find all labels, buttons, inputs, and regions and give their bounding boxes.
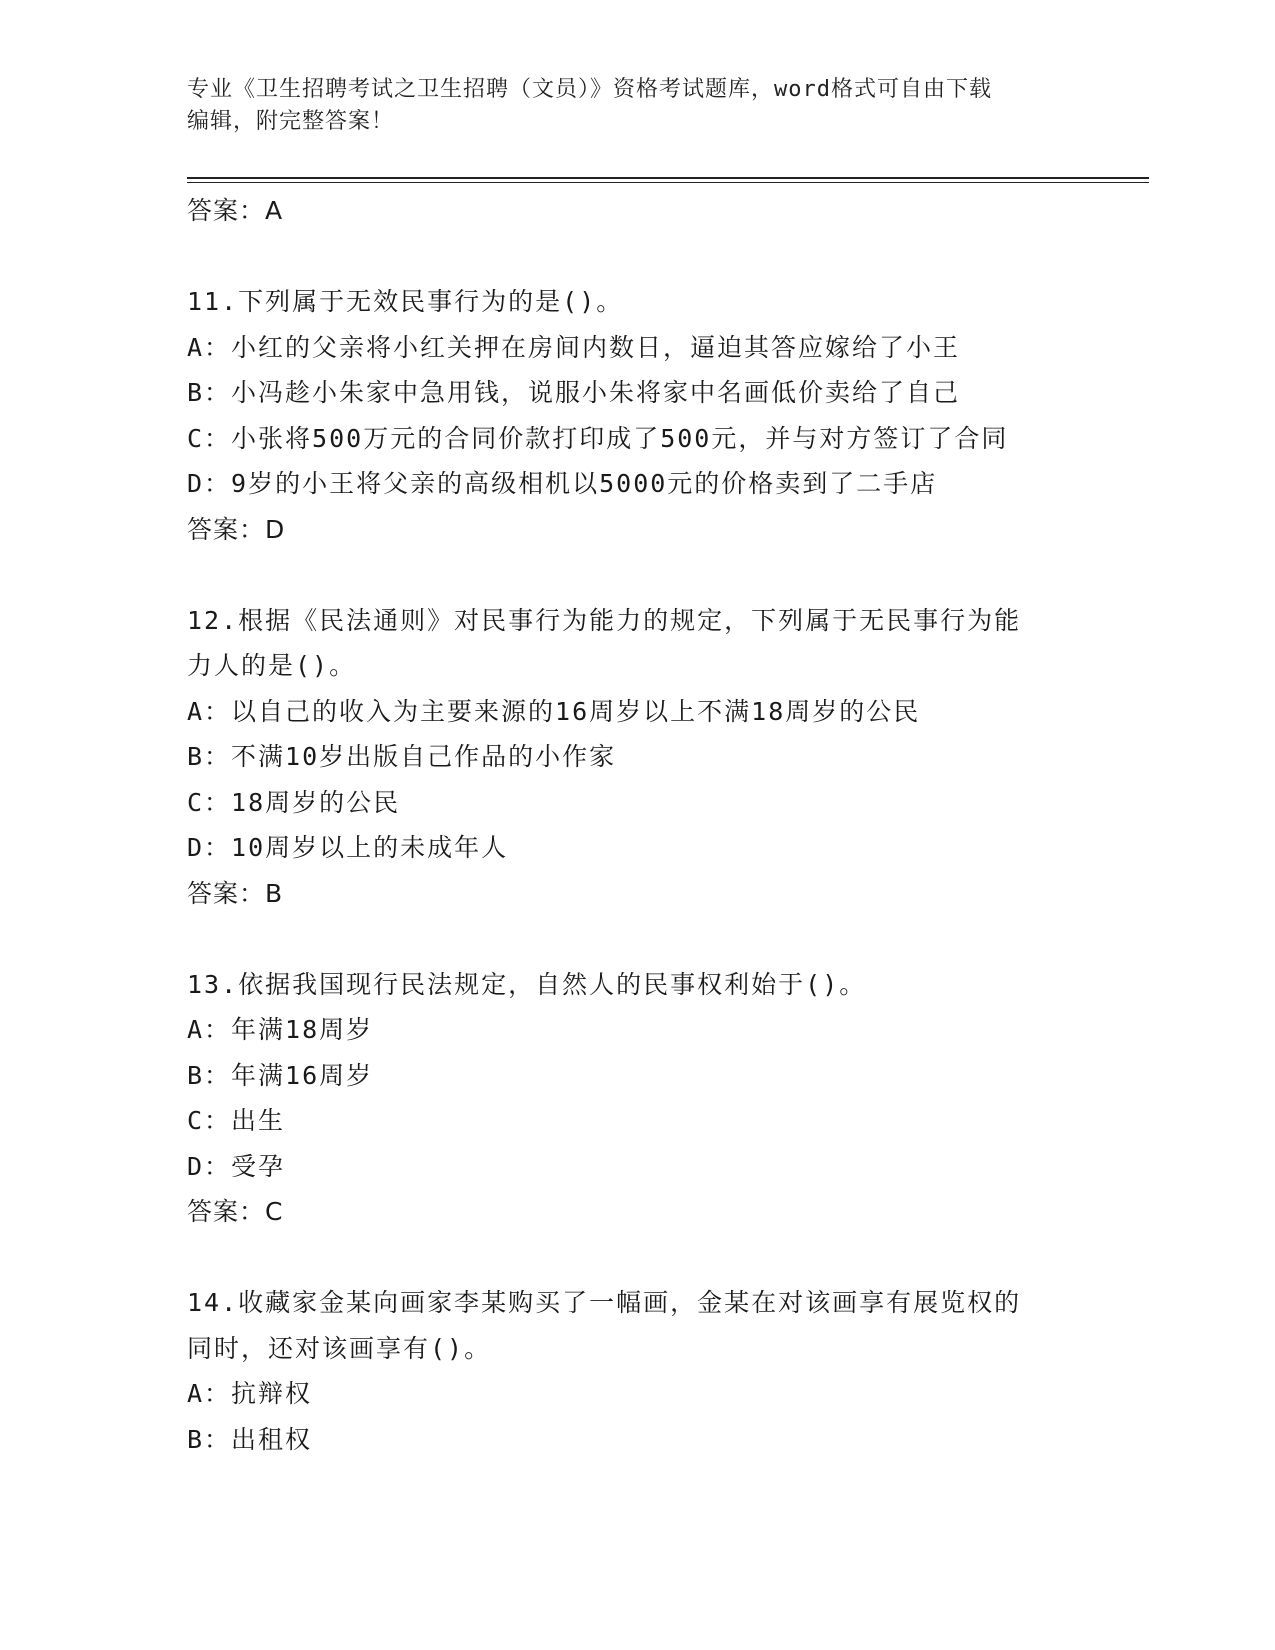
option-b: B：不满10岁出版自己作品的小作家 <box>187 742 617 771</box>
option-d: D：受孕 <box>187 1151 286 1181</box>
spacer <box>187 1235 1087 1281</box>
option-a: A：抗辩权 <box>187 1379 313 1408</box>
spacer <box>187 234 1087 280</box>
option-b: B：年满16周岁 <box>187 1060 374 1090</box>
option-d: D：9岁的小王将父亲的高级相机以5000元的价格卖到了二手店 <box>187 469 938 498</box>
previous-answer: 答案：A <box>187 196 284 225</box>
option-a: A：小红的父亲将小红关押在房间内数日，逼迫其答应嫁给了小王 <box>187 332 961 362</box>
question-12 <box>187 598 1087 917</box>
question-stem-continued: 力人的是()。 <box>187 651 357 680</box>
option-c: C：出生 <box>187 1106 286 1135</box>
header-line-2: 编辑，附完整答案！ <box>187 109 395 134</box>
question-14 <box>187 1280 1087 1462</box>
question-stem: 13.依据我国现行民法规定，自然人的民事权利始于()。 <box>187 969 867 999</box>
option-c: C：小张将500万元的合同价款打印成了500元，并与对方签订了合同 <box>187 423 1009 453</box>
spacer <box>187 552 1087 598</box>
option-d: D：10周岁以上的未成年人 <box>187 833 509 862</box>
header-divider-thick <box>187 177 1149 179</box>
question-stem: 12.根据《民法通则》对民事行为能力的规定，下列属于无民事行为能 <box>187 605 1022 635</box>
question-11 <box>187 279 1087 552</box>
option-a: A：以自己的收入为主要来源的16周岁以上不满18周岁的公民 <box>187 696 921 726</box>
header-divider-thin <box>187 182 1149 183</box>
question-stem: 11.下列属于无效民事行为的是()。 <box>187 287 624 316</box>
question-answer: 答案：C <box>187 1197 284 1226</box>
question-stem-continued: 同时，还对该画享有()。 <box>187 1333 492 1363</box>
question-13 <box>187 962 1087 1235</box>
header-line-1: 专业《卫生招聘考试之卫生招聘（文员）》资格考试题库，word格式可自由下载 <box>187 77 992 102</box>
question-stem: 14.收藏家金某向画家李某购买了一幅画，金某在对该画享有展览权的 <box>187 1288 1022 1317</box>
option-c: C：18周岁的公民 <box>187 787 401 817</box>
option-b: B：小冯趁小朱家中急用钱，说服小朱将家中名画低价卖给了自己 <box>187 378 961 407</box>
spacer <box>187 916 1087 962</box>
question-answer: 答案：D <box>187 514 286 544</box>
option-b: B：出租权 <box>187 1424 313 1454</box>
question-answer: 答案：B <box>187 878 284 908</box>
question-list <box>187 188 1087 1462</box>
document-header <box>187 74 1087 138</box>
option-a: A：年满18周岁 <box>187 1015 374 1044</box>
